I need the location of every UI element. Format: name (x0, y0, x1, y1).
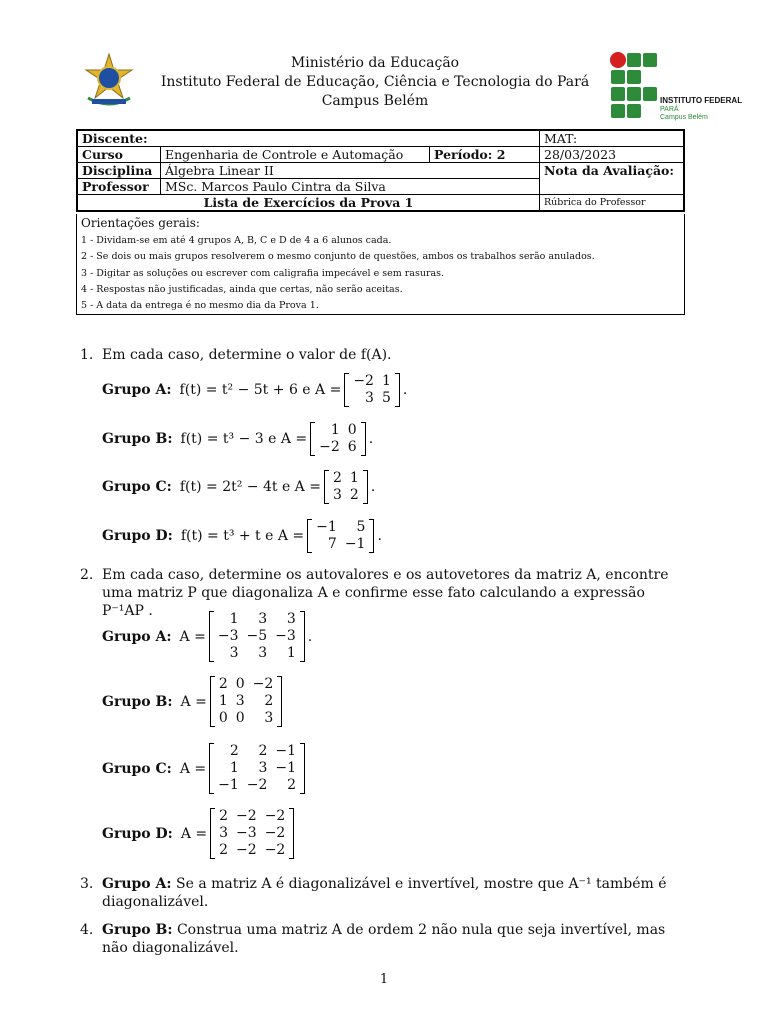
header-line1: Ministério da Educação (290, 55, 460, 71)
disciplina-value: Álgebra Linear II (161, 163, 540, 179)
matrix: 2 2 −1 1 3 −1 −1 −2 2 (209, 743, 305, 794)
matrix: 2 0 −2 1 3 2 0 0 3 (210, 676, 282, 727)
disciplina-label: Disciplina (78, 163, 161, 179)
curso-value: Engenharia de Controle e Automação (161, 147, 430, 163)
question-text: Em cada caso, determine o valor de f(A). (102, 347, 392, 363)
orientacao-item: 5 - A data da entrega é no mesmo dia da Prova 1. (81, 300, 319, 311)
matrix: −2 1 3 5 (344, 373, 400, 407)
institution-header (140, 54, 610, 111)
lista-title: Lista de Exercícios da Prova 1 (78, 195, 540, 211)
header-line2: Instituto Federal de Educação, Ciência e Tecnologia do Pará (160, 74, 590, 90)
question-text: Grupo B: Construa uma matriz A de ordem 2 não nula que seja invertível, mas não diagonalizável. (102, 922, 666, 956)
question-number: 3. (80, 876, 94, 892)
question-text: Grupo A: Se a matriz A é diagonalizável e invertível, mostre que A⁻¹ também é diagonalizável. (102, 876, 667, 910)
rubrica-label: Rúbrica do Professor (540, 195, 684, 211)
orientacao-item: 1 - Dividam-se em até 4 grupos A, B, C e D de 4 a 6 alunos cada. (81, 235, 392, 246)
matrix: 2 −2 −2 3 −3 −2 2 −2 −2 (210, 808, 294, 859)
q1-grupo-b: Grupo B: f(t) = t³ − 3 e A = 1 0 −2 6 . (102, 422, 374, 455)
q1-grupo-a: Grupo A: f(t) = t² − 5t + 6 e A = −2 1 3 5 . (102, 373, 408, 406)
nota-label: Nota da Avaliação: (540, 163, 684, 195)
page-number: 1 (379, 972, 389, 987)
orientacoes-title: Orientações gerais: (81, 216, 200, 230)
question-number: 1. (80, 347, 94, 363)
orientacoes-box (76, 214, 685, 315)
question-text: Em cada caso, determine os autovalores e os autovetores da matriz A, encontre uma matriz P que diagonaliza A e confirme esse fato calculando a expressão P⁻¹AP . (102, 567, 669, 619)
orientacao-item: 2 - Se dois ou mais grupos resolverem o mesmo conjunto de questões, ambos os trabalhos serão anulados. (81, 251, 595, 262)
q1-grupo-c: Grupo C: f(t) = 2t² − 4t e A = 2 1 3 2 . (102, 470, 376, 503)
q1-grupo-d: Grupo D: f(t) = t³ + t e A = −1 5 7 −1 . (102, 519, 382, 552)
if-logo (610, 52, 743, 121)
professor-label: Professor (78, 179, 161, 195)
date-value: 28/03/2023 (540, 147, 684, 163)
matrix: −1 5 7 −1 (307, 519, 374, 553)
q2-grupo-c: Grupo C: A = 2 2 −1 1 3 −1 −1 −2 2 (102, 743, 308, 794)
professor-value: MSc. Marcos Paulo Cintra da Silva (161, 179, 540, 195)
header-line3: Campus Belém (321, 93, 429, 109)
mat-label: MAT: (540, 131, 684, 147)
q2-grupo-a: Grupo A: A = 1 3 3 −3 −5 −3 3 3 1 . (102, 611, 313, 661)
logo-name: INSTITUTO FEDERAL (660, 96, 743, 105)
matrix: 2 1 3 2 (324, 470, 368, 504)
logo-red-dot-icon (610, 52, 626, 68)
discente-label: Discente: (78, 131, 540, 147)
logo-subtitle: PARÁ Campus Belém (660, 106, 708, 121)
curso-label: Curso (78, 147, 161, 163)
orientacao-item: 4 - Respostas não justificadas, ainda que certas, não serão aceitas. (81, 284, 403, 295)
question-number: 4. (80, 922, 94, 938)
question-number: 2. (80, 567, 94, 583)
orientacao-item: 3 - Digitar as soluções ou escrever com caligrafia impecável e sem rasuras. (81, 268, 445, 279)
q2-grupo-b: Grupo B: A = 2 0 −2 1 3 2 0 0 3 (102, 676, 285, 727)
matrix: 1 0 −2 6 (310, 422, 366, 456)
matrix: 1 3 3 −3 −5 −3 3 3 1 (209, 611, 305, 662)
student-info-table (76, 129, 685, 212)
q2-grupo-d: Grupo D: A = 2 −2 −2 3 −3 −2 2 −2 −2 (102, 808, 297, 859)
periodo-label: Período: 2 (430, 147, 540, 163)
brazil-coat-of-arms-icon (80, 52, 138, 110)
